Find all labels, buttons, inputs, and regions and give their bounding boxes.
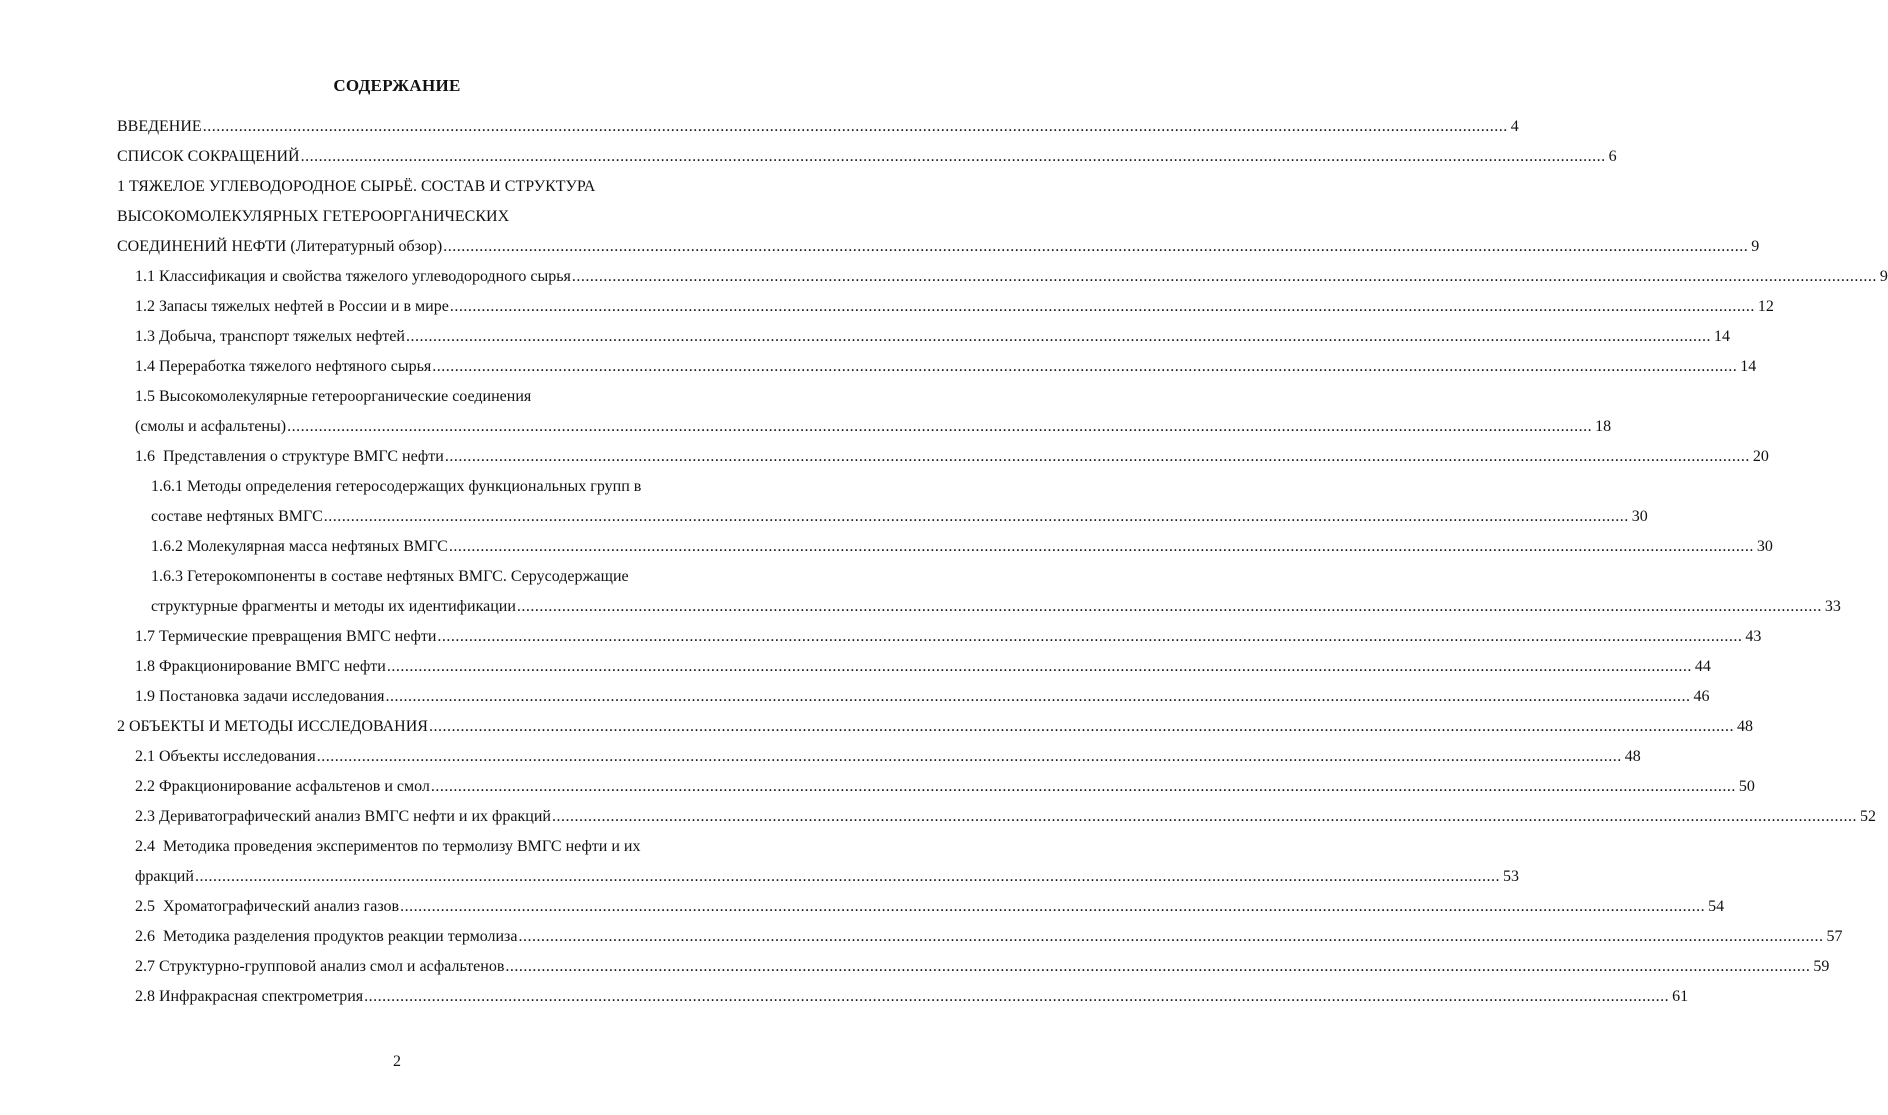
toc-entry-page: 20 — [1752, 448, 1769, 465]
toc-entry — [135, 776, 1755, 798]
toc-leader — [552, 806, 1857, 828]
toc-leader — [385, 686, 1690, 708]
toc-entry-text: 1.6.1 Методы определения гетеросодержащих функциональных групп в — [151, 478, 642, 495]
toc-entry — [117, 176, 738, 198]
toc-entry — [117, 236, 1760, 258]
toc-entry-text: 2.8 Инфракрасная спектрометрия — [135, 988, 364, 1005]
toc-entry-page: 9 — [1879, 268, 1888, 285]
toc-entry-text: ВЫСОКОМОЛЕКУЛЯРНЫХ ГЕТЕРООРГАНИЧЕСКИХ — [117, 208, 510, 225]
toc-entry-text: СПИСОК СОКРАЩЕНИЙ — [117, 148, 300, 165]
toc-entry — [135, 626, 1762, 648]
toc-entry-text: 1.6 Представления о структуре ВМГС нефти — [135, 448, 444, 465]
toc-entry-page: 30 — [1756, 538, 1773, 555]
toc-leader — [400, 896, 1705, 918]
toc-entry — [151, 536, 1773, 558]
toc-leader — [431, 776, 1736, 798]
toc-leader — [203, 116, 1508, 138]
toc-entry-text: 1.4 Переработка тяжелого нефтяного сырья — [135, 358, 432, 375]
toc-entry — [117, 116, 1519, 138]
toc-entry-text: 2 ОБЪЕКТЫ И МЕТОДЫ ИССЛЕДОВАНИЯ — [117, 718, 428, 735]
toc-leader — [195, 866, 1500, 888]
toc-entry-text: 1.6.3 Гетерокомпоненты в составе нефтяных ВМГС. Серусодержащие — [151, 568, 629, 585]
toc-entry-page: 9 — [1751, 238, 1760, 255]
toc-entry-text: 1 ТЯЖЕЛОЕ УГЛЕВОДОРОДНОЕ СЫРЬЁ. СОСТАВ И СТРУКТУРА — [117, 178, 596, 195]
toc-entry-page: 46 — [1693, 688, 1710, 705]
toc-leader — [317, 746, 1622, 768]
toc-entry-page: 33 — [1824, 598, 1841, 615]
toc-entry — [135, 926, 1843, 948]
toc-leader — [406, 326, 1711, 348]
toc-entry-page: 61 — [1672, 988, 1689, 1005]
toc-entry — [135, 296, 1774, 318]
page-title: СОДЕРЖАНИЕ — [333, 76, 461, 95]
toc-entry-text: 1.3 Добыча, транспорт тяжелых нефтей — [135, 328, 405, 345]
toc-entry-page: 12 — [1757, 298, 1774, 315]
toc-entry-text: ВВЕДЕНИЕ — [117, 118, 202, 135]
toc-entry-text: 1.5 Высокомолекулярные гетероорганические соединения — [135, 388, 532, 405]
toc-entry — [135, 986, 1689, 1008]
toc-entry-page: 48 — [1624, 748, 1641, 765]
toc-entry-text: фракций — [135, 868, 194, 885]
toc-entry-text: 1.9 Постановка задачи исследования — [135, 688, 385, 705]
toc-entry-text: 2.3 Дериватографический анализ ВМГС нефти и их фракций — [135, 808, 551, 825]
toc-entry-text: 2.7 Структурно-групповой анализ смол и асфальтенов — [135, 958, 505, 975]
toc-entry-text: СОЕДИНЕНИЙ НЕФТИ (Литературный обзор) — [117, 238, 443, 255]
toc-entry-text: 1.1 Классификация и свойства тяжелого углеводородного сырья — [135, 268, 571, 285]
toc-entry — [135, 356, 1757, 378]
toc-entry-page: 44 — [1694, 658, 1711, 675]
toc-entry — [135, 446, 1769, 468]
toc-entry — [135, 416, 1612, 438]
toc-entry-page: 6 — [1608, 148, 1617, 165]
toc-entry-page: 14 — [1713, 328, 1730, 345]
toc-leader — [387, 656, 1692, 678]
toc-entry-text: 2.1 Объекты исследования — [135, 748, 316, 765]
toc-leader — [449, 536, 1754, 558]
toc-entry-text: 2.2 Фракционирование асфальтенов и смол — [135, 778, 430, 795]
toc-leader — [429, 716, 1734, 738]
toc-entry — [135, 896, 1725, 918]
toc-entry-text: 1.7 Термические превращения ВМГС нефти — [135, 628, 437, 645]
toc-entry-text: 1.2 Запасы тяжелых нефтей в России и в мире — [135, 298, 449, 315]
toc-entry — [135, 806, 1876, 828]
toc-entry — [135, 686, 1710, 708]
toc-leader — [445, 446, 1750, 468]
toc-entry-text: 2.4 Методика проведения экспериментов по термолизу ВМГС нефти и их — [135, 838, 641, 855]
toc-entry-text: структурные фрагменты и методы их идентификации — [151, 598, 516, 615]
toc-entry-page: 50 — [1738, 778, 1755, 795]
toc-entry — [151, 596, 1841, 618]
toc-leader — [301, 146, 1606, 168]
page-number: 2 — [393, 1053, 401, 1070]
toc-entry-page: 43 — [1745, 628, 1762, 645]
toc-entry-page: 14 — [1740, 358, 1757, 375]
toc-leader — [364, 986, 1669, 1008]
toc-leader — [437, 626, 1742, 648]
toc-entry — [151, 506, 1648, 528]
toc-entry-text: 2.5 Хроматографический анализ газов — [135, 898, 400, 915]
toc-entry — [135, 656, 1711, 678]
toc-entry — [117, 716, 1753, 738]
toc-entry — [151, 566, 738, 588]
toc-entry-text: составе нефтяных ВМГС — [151, 508, 323, 525]
toc-entry-text: 1.6.2 Молекулярная масса нефтяных ВМГС — [151, 538, 448, 555]
toc-leader — [287, 416, 1592, 438]
toc-entry-page: 18 — [1595, 418, 1612, 435]
toc-leader — [324, 506, 1629, 528]
toc-entry-text: 2.6 Методика разделения продуктов реакции термолиза — [135, 928, 518, 945]
toc-entry-page: 52 — [1859, 808, 1876, 825]
toc-leader — [505, 956, 1810, 978]
toc-entry — [117, 206, 738, 228]
toc-entry-page: 53 — [1502, 868, 1519, 885]
toc-entry-page: 57 — [1826, 928, 1843, 945]
toc-entry — [135, 836, 738, 858]
toc-entry-page: 30 — [1631, 508, 1648, 525]
toc-leader — [450, 296, 1755, 318]
toc-leader — [517, 596, 1822, 618]
toc-entry — [135, 386, 738, 408]
toc-entry-page: 59 — [1813, 958, 1830, 975]
toc-entry-page: 54 — [1708, 898, 1725, 915]
toc-entry — [135, 866, 1519, 888]
toc-entry — [151, 476, 738, 498]
toc-entry-text: 1.8 Фракционирование ВМГС нефти — [135, 658, 386, 675]
toc-entry — [117, 146, 1617, 168]
toc-leader — [432, 356, 1737, 378]
toc-entry — [135, 326, 1730, 348]
toc-leader — [518, 926, 1823, 948]
toc-leader — [572, 266, 1877, 288]
toc-entry-page: 4 — [1510, 118, 1519, 135]
toc-entry — [135, 266, 1888, 288]
toc-entry-page: 48 — [1736, 718, 1753, 735]
toc-entry — [135, 746, 1641, 768]
toc-entry — [135, 956, 1830, 978]
toc-entry-text: (смолы и асфальтены) — [135, 418, 287, 435]
toc-leader — [443, 236, 1748, 258]
